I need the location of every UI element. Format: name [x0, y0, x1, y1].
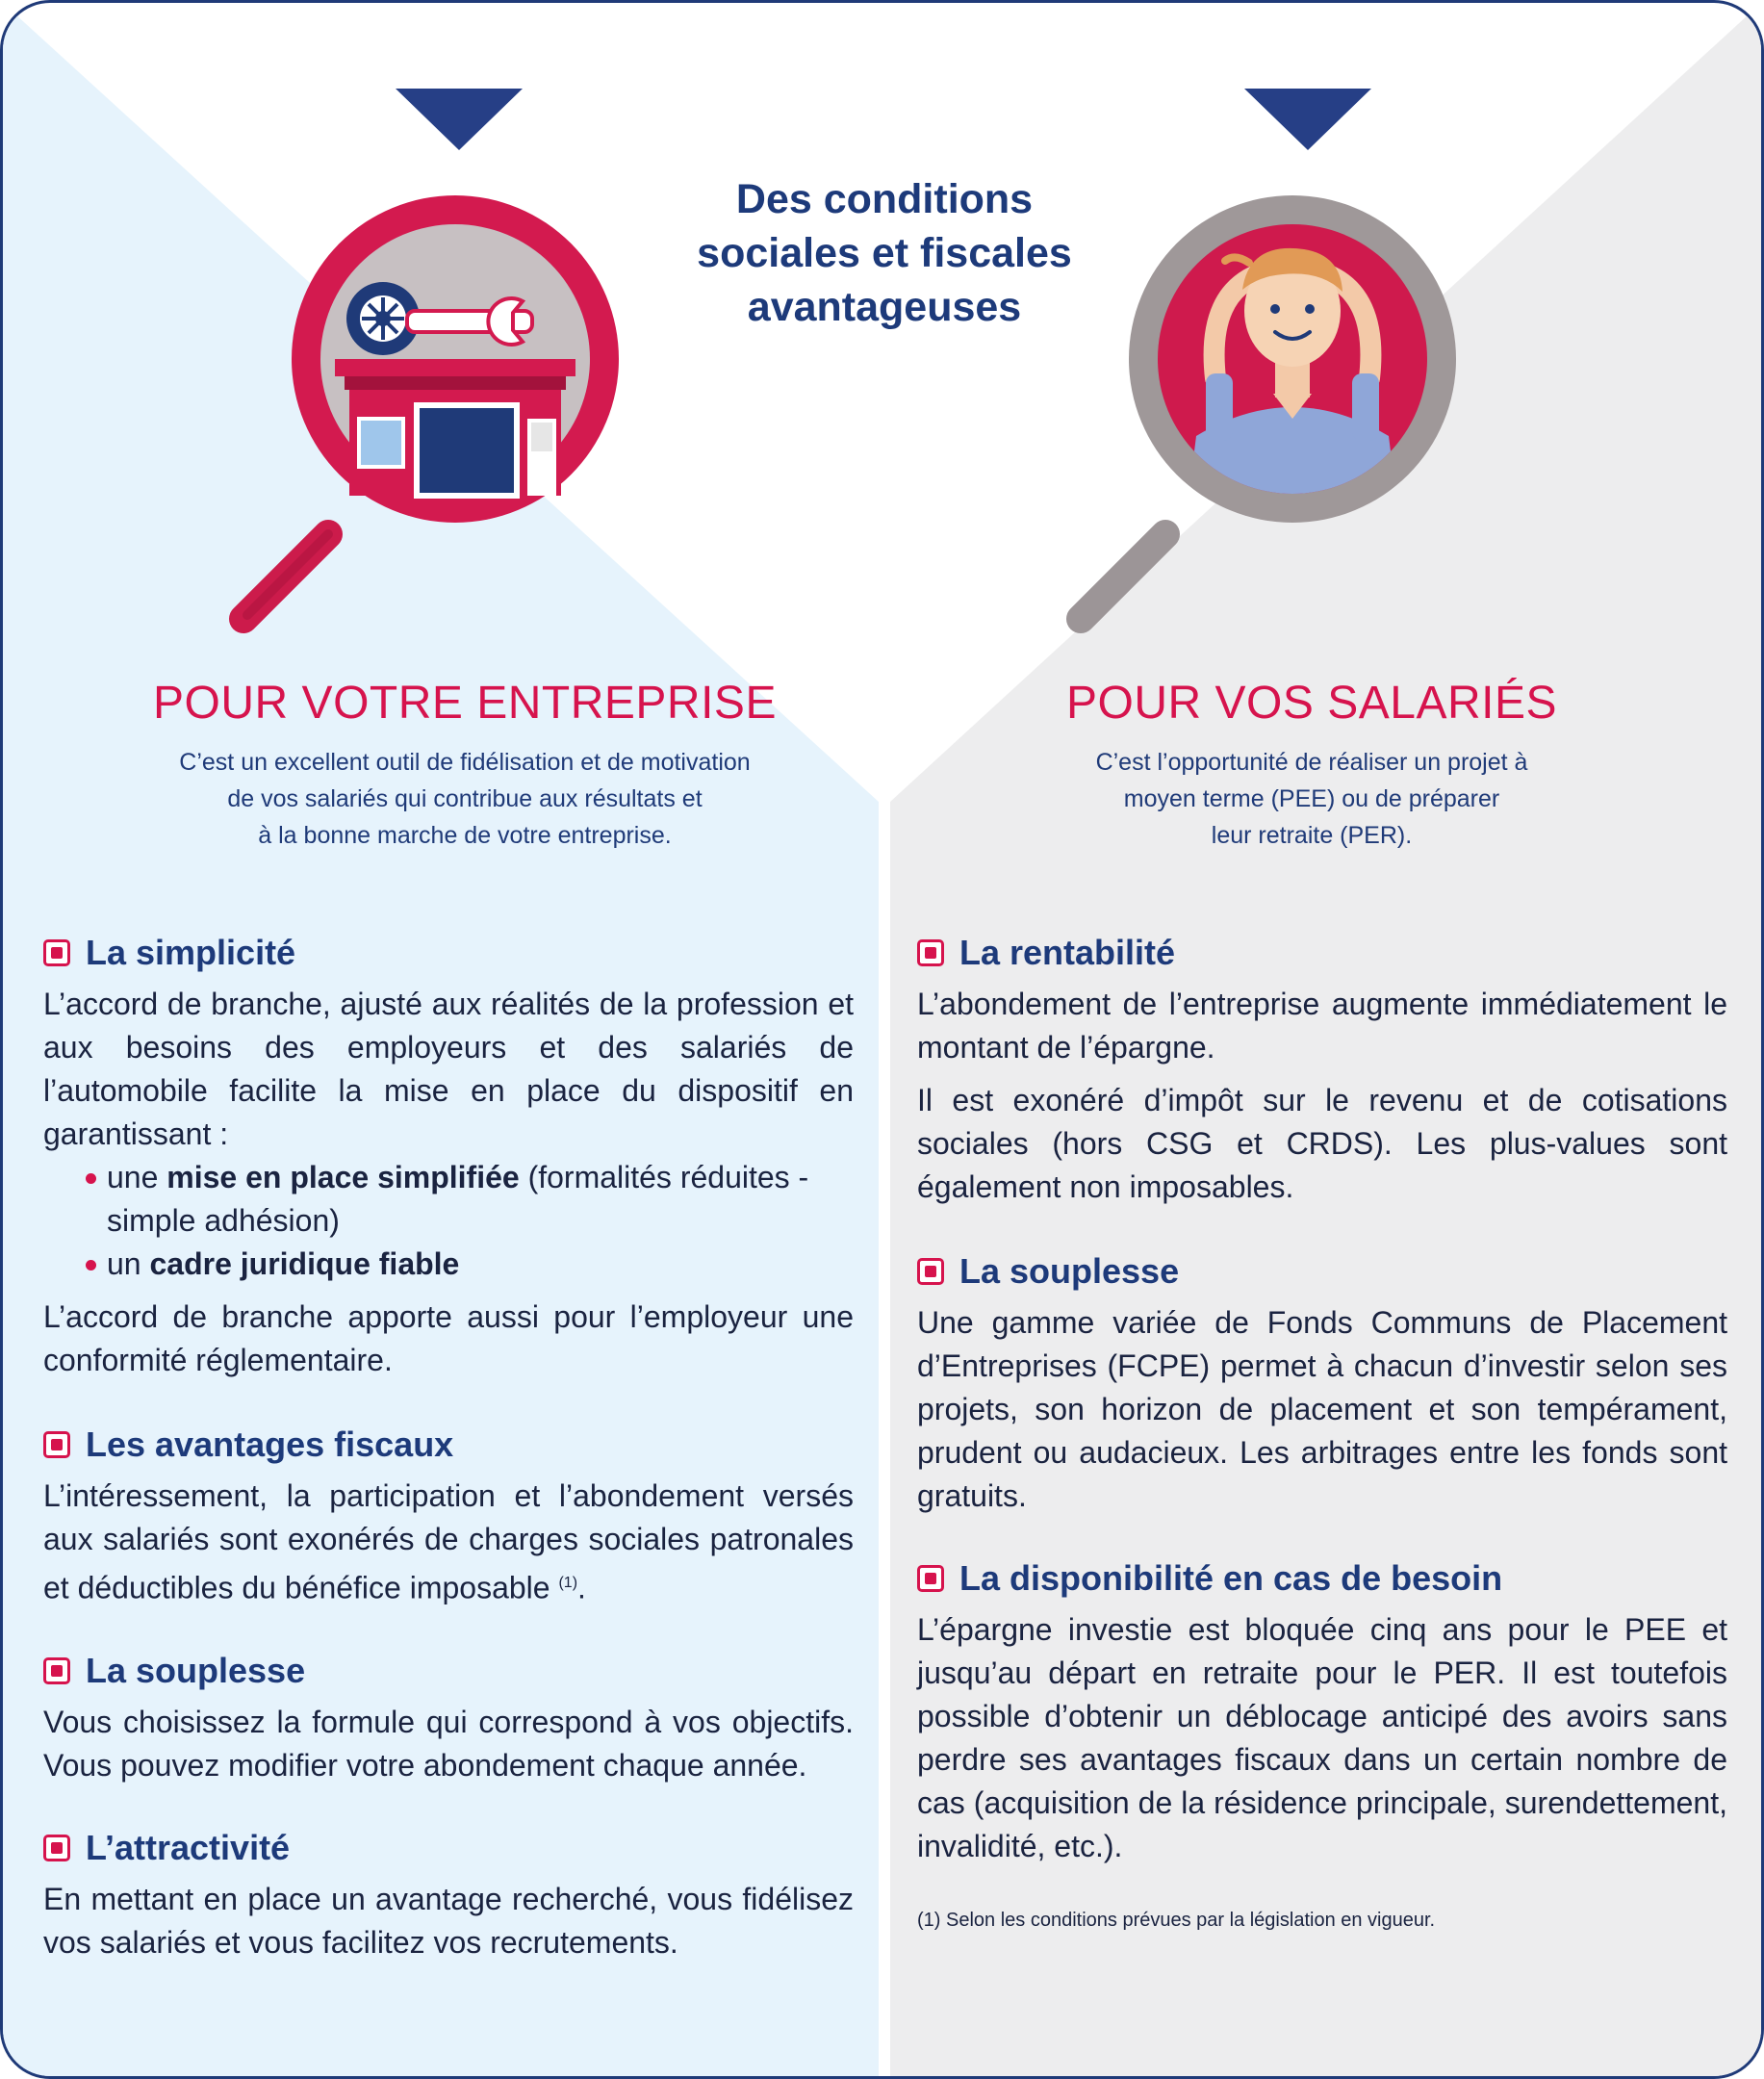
- footnote: (1) Selon les conditions prévues par la législation en vigueur.: [917, 1910, 1436, 1931]
- section-text: L’épargne investie est bloquée cinq ans pour le PEE et jusqu’au départ en retraite pour le PER. Il est toutefois possible d’obtenir un déblocage anticipé des avoirs sans perdre ses avantages fiscaux dans un certain nombre de cas (acquisition de la résidence principale, surendettement, invalidité, etc.).: [917, 1612, 1727, 1863]
- section-text-body: L’intéressement, la participation et l’abondement versés aux salariés sont exonérés de charges sociales patronales et déductibles du bénéfice imposable: [43, 1478, 854, 1605]
- square-bullet-icon: [917, 1258, 944, 1285]
- footnote-ref: (1): [558, 1575, 578, 1591]
- left-subtitle-line: à la bonne marche de votre entreprise.: [258, 822, 672, 849]
- section-heading-text: L’attractivité: [86, 1827, 291, 1867]
- section-text: En mettant en place un avantage recherché, vous fidélisez vos salariés et vous facilitez vos recrutements.: [43, 1881, 854, 1960]
- square-bullet-icon: [43, 1657, 70, 1684]
- square-bullet-icon: [43, 1431, 70, 1458]
- list-item-bold: mise en place simplifiée: [166, 1160, 520, 1194]
- down-arrow-left-icon: [396, 89, 523, 150]
- section-text: Vous choisissez la formule qui correspond à vos objectifs. Vous pouvez modifier votre abondement chaque année.: [43, 1704, 854, 1783]
- relaxed-employee-magnifier-icon: [1052, 167, 1495, 648]
- section-heading-text: Les avantages fiscaux: [86, 1424, 454, 1464]
- dot-bullet-icon: [86, 1260, 96, 1270]
- right-subtitle-line: moyen terme (PEE) ou de préparer: [1123, 785, 1500, 812]
- left-heading: POUR VOTRE ENTREPRISE: [153, 678, 777, 729]
- section-text: L’accord de branche, ajusté aux réalités de la profession et aux besoins des employeurs et des salariés de l’automobile facilite la mise en place du dispositif en garantissant :: [43, 987, 854, 1151]
- section-heading: [43, 929, 854, 977]
- right-heading: POUR VOS SALARIÉS: [1066, 678, 1557, 729]
- square-bullet-icon: [917, 1565, 944, 1592]
- section-text: L’abondement de l’entreprise augmente immédiatement le montant de l’épargne.: [917, 987, 1727, 1065]
- left-subtitle-line: C’est un excellent outil de fidélisation et de motivation: [179, 749, 751, 776]
- employee-magnifier-svg: [1052, 167, 1495, 648]
- garage-magnifier-icon: [215, 167, 657, 648]
- list-item: [86, 1243, 854, 1286]
- left-column: [43, 929, 854, 1964]
- section-heading-text: La simplicité: [86, 933, 296, 972]
- section-heading: [43, 1421, 854, 1469]
- square-bullet-icon: [917, 939, 944, 966]
- square-bullet-icon: [43, 1835, 70, 1861]
- garage-magnifier-svg: [215, 167, 657, 648]
- square-bullet-icon: [43, 939, 70, 966]
- section-heading-text: La souplesse: [959, 1251, 1180, 1291]
- section-heading-text: La souplesse: [86, 1650, 306, 1690]
- section-heading: [43, 1824, 854, 1872]
- main-title-line: avantageuses: [747, 284, 1022, 330]
- right-column: [917, 929, 1727, 1953]
- section-heading-text: La rentabilité: [959, 933, 1176, 972]
- section-heading-text: La disponibilité en cas de besoin: [959, 1558, 1503, 1598]
- section-text: Il est exonéré d’impôt sur le revenu et de cotisations sociales (hors CSG et CRDS). Les plus-values sont également non imposables.: [917, 1083, 1727, 1204]
- left-subtitle-line: de vos salariés qui contribue aux résultats et: [227, 785, 703, 812]
- list-item-text: une: [107, 1160, 167, 1194]
- right-subtitle-line: leur retraite (PER).: [1211, 822, 1413, 849]
- dot-bullet-icon: [86, 1173, 96, 1184]
- list-item: [86, 1156, 854, 1243]
- list-item-bold: cadre juridique fiable: [149, 1246, 460, 1281]
- left-subtitle: [99, 744, 831, 854]
- main-title-line: Des conditions: [735, 176, 1034, 222]
- section-text: Une gamme variée de Fonds Communs de Placement d’Entreprises (FCPE) permet à chacun d’investir selon ses projets, son horizon de placement et son tempérament, prudent ou audacieux. Les arbitrages entre les fonds sont gratuits.: [917, 1305, 1727, 1513]
- main-title-line: sociales et fiscales: [697, 230, 1072, 276]
- list-item-text: un: [107, 1246, 150, 1281]
- list-item-text: (formalités réduites - simple adhésion): [107, 1160, 809, 1238]
- section-heading: [917, 1247, 1727, 1296]
- down-arrow-right-icon: [1244, 89, 1371, 150]
- section-text: [43, 1475, 854, 1610]
- right-subtitle-line: C’est l’opportunité de réaliser un projet à: [1095, 749, 1528, 776]
- section-text-end: .: [577, 1570, 586, 1605]
- section-heading: [917, 1554, 1727, 1603]
- section-heading: [917, 929, 1727, 977]
- right-subtitle: [975, 744, 1649, 854]
- section-heading: [43, 1647, 854, 1695]
- section-text: L’accord de branche apporte aussi pour l’employeur une conformité réglementaire.: [43, 1299, 854, 1377]
